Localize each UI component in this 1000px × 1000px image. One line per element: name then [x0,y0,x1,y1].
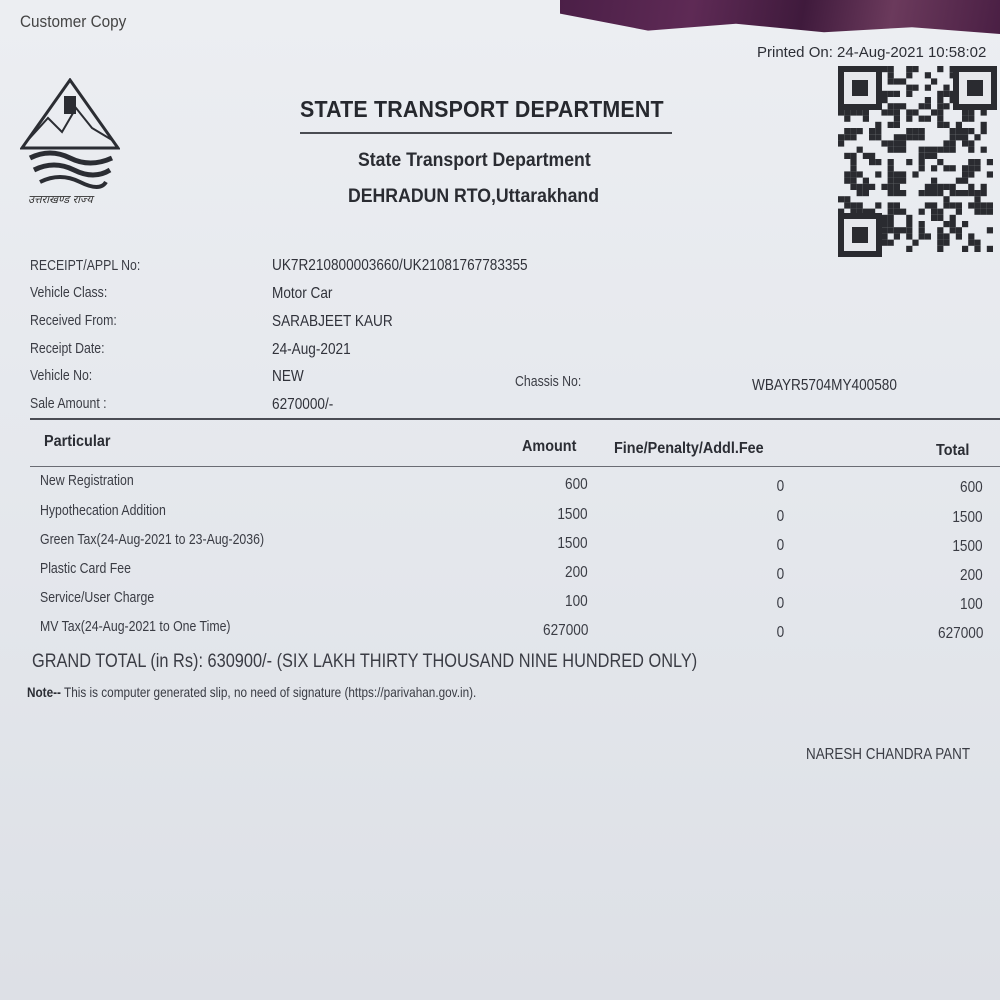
received-from-label: Received From: [30,312,117,329]
cell-fine: 0 [776,508,785,525]
department-subtitle: State Transport Department [358,150,591,171]
cell-total: 200 [960,567,983,584]
qr-code-icon [838,66,998,258]
cell-amount: 1500 [557,535,588,552]
cell-particular: Service/User Charge [40,589,155,606]
column-header-total: Total [936,442,970,459]
note-text: This is computer generated slip, no need of signature (https://parivahan.gov.in). [64,684,477,700]
cell-total: 1500 [952,509,983,526]
sale-amount-value: 6270000/- [272,396,334,413]
cell-fine: 0 [776,478,785,495]
printed-on-value: 24-Aug-2021 10:58:02 [837,44,987,61]
printed-on-label: Printed On: [757,44,833,61]
department-title: STATE TRANSPORT DEPARTMENT [300,96,664,122]
cell-amount: 200 [565,564,588,581]
table-top-rule [30,418,1000,420]
chassis-no-value: WBAYR5704MY400580 [752,377,897,394]
cell-amount: 600 [565,476,588,493]
cell-particular: Plastic Card Fee [40,560,131,577]
cell-fine: 0 [776,566,785,583]
cell-particular: Hypothecation Addition [40,502,166,519]
cell-particular: MV Tax(24-Aug-2021 to One Time) [40,618,231,635]
chassis-no-label: Chassis No: [515,373,582,390]
table-header-rule [30,466,1000,467]
cell-amount: 1500 [557,506,588,523]
cell-particular: Green Tax(24-Aug-2021 to 23-Aug-2036) [40,531,265,548]
cell-particular: New Registration [40,472,134,489]
column-header-fine: Fine/Penalty/Addl.Fee [614,440,764,457]
note-label: Note-- [27,684,61,700]
cell-amount: 100 [565,593,588,610]
cell-fine: 0 [776,595,785,612]
sale-amount-label: Sale Amount : [30,395,107,412]
signatory-name: NARESH CHANDRA PANT [806,746,971,763]
copy-label: Customer Copy [20,12,127,31]
receipt-no-value: UK7R210800003660/UK21081767783355 [272,257,528,274]
cell-total: 1500 [952,538,983,555]
printed-on [757,44,986,61]
received-from-value: SARABJEET KAUR [272,313,393,330]
vehicle-no-label: Vehicle No: [30,367,93,384]
vehicle-class-value: Motor Car [272,285,333,302]
cell-fine: 0 [776,624,785,641]
vehicle-no-value: NEW [272,368,304,385]
emblem-caption: उत्तराखण्ड राज्य [28,193,93,206]
column-header-particular: Particular [44,433,111,450]
grand-total: GRAND TOTAL (in Rs): 630900/- (SIX LAKH THIRTY THOUSAND NINE HUNDRED ONLY) [32,651,698,672]
receipt-date-value: 24-Aug-2021 [272,341,351,358]
cell-total: 100 [960,596,983,613]
cell-total: 627000 [937,625,983,642]
receipt-no-label: RECEIPT/APPL No: [30,257,141,274]
column-header-amount: Amount [522,438,577,455]
office-name: DEHRADUN RTO,Uttarakhand [348,186,600,207]
receipt-date-label: Receipt Date: [30,340,105,357]
vehicle-class-label: Vehicle Class: [30,284,108,301]
note [27,684,476,700]
cell-fine: 0 [776,537,785,554]
uttarakhand-emblem-icon [20,78,120,208]
title-underline [300,132,672,134]
cell-total: 600 [960,479,983,496]
cell-amount: 627000 [542,622,588,639]
